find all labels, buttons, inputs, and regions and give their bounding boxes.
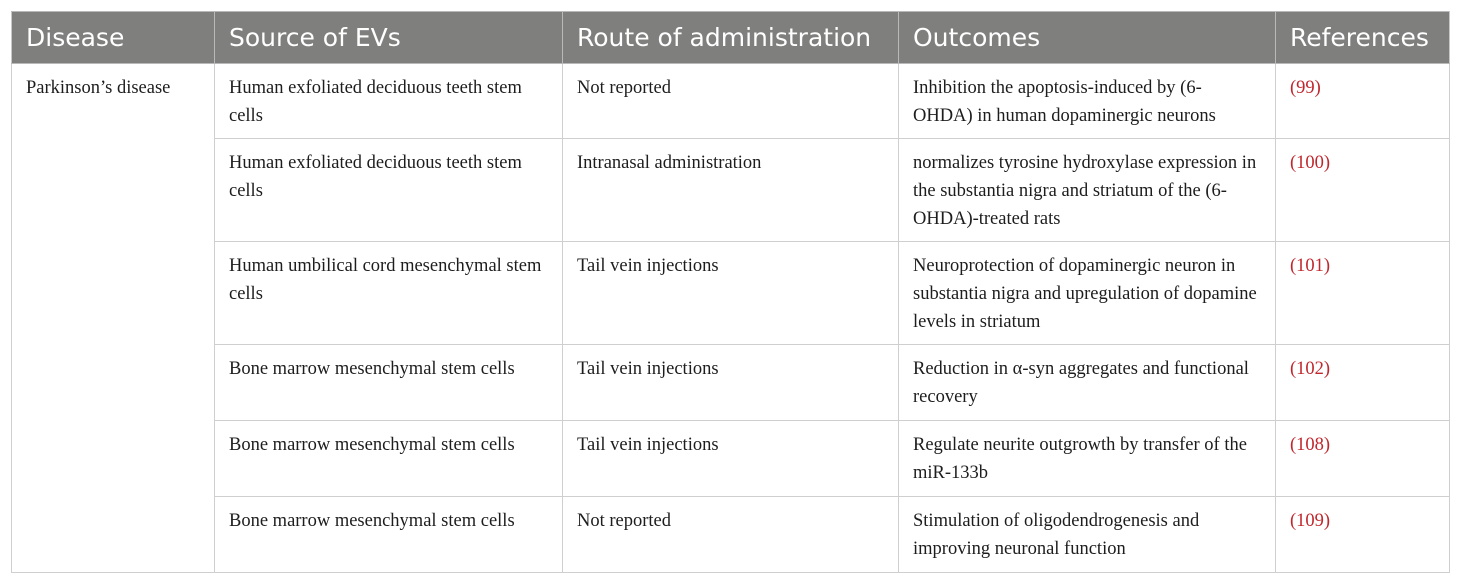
reference-cell bbox=[1276, 345, 1450, 421]
source-cell: Bone marrow mesenchymal stem cells bbox=[215, 497, 563, 573]
reference-link[interactable]: (108) bbox=[1290, 435, 1331, 455]
reference-link[interactable]: (99) bbox=[1290, 78, 1321, 98]
table-row bbox=[12, 345, 1450, 421]
disease-cell: Parkinson’s disease bbox=[12, 64, 215, 573]
source-cell: Human exfoliated deciduous teeth stem cells bbox=[215, 139, 563, 242]
outcome-cell: Inhibition the apoptosis-induced by (6-OHDA) in human dopaminergic neurons bbox=[899, 64, 1276, 139]
outcome-cell: normalizes tyrosine hydroxylase expression in the substantia nigra and striatum of the (6-OHDA)-treated rats bbox=[899, 139, 1276, 242]
reference-link[interactable]: (109) bbox=[1290, 511, 1331, 531]
outcome-cell: Regulate neurite outgrowth by transfer of the miR-133b bbox=[899, 421, 1276, 497]
route-cell: Intranasal administration bbox=[563, 139, 899, 242]
outcome-cell: Reduction in α-syn aggregates and functional recovery bbox=[899, 345, 1276, 421]
header-source-of-evs: Source of EVs bbox=[215, 12, 563, 64]
header-route-of-administration: Route of administration bbox=[563, 12, 899, 64]
table-row bbox=[12, 421, 1450, 497]
table-row bbox=[12, 139, 1450, 242]
outcome-cell: Stimulation of oligodendrogenesis and improving neuronal function bbox=[899, 497, 1276, 573]
route-cell: Not reported bbox=[563, 497, 899, 573]
table-body bbox=[12, 64, 1450, 573]
outcome-cell: Neuroprotection of dopaminergic neuron in substantia nigra and upregulation of dopamine levels in striatum bbox=[899, 242, 1276, 345]
reference-number: 101 bbox=[1296, 256, 1324, 276]
header-outcomes: Outcomes bbox=[899, 12, 1276, 64]
reference-link[interactable]: (100) bbox=[1290, 153, 1331, 173]
source-cell: Human exfoliated deciduous teeth stem cells bbox=[215, 64, 563, 139]
table-header bbox=[12, 12, 1450, 64]
header-row bbox=[12, 12, 1450, 64]
evs-table bbox=[11, 11, 1450, 573]
reference-link[interactable]: (101) bbox=[1290, 256, 1331, 276]
reference-link[interactable]: (102) bbox=[1290, 359, 1331, 379]
reference-number: 108 bbox=[1296, 435, 1324, 455]
reference-cell bbox=[1276, 421, 1450, 497]
route-cell: Tail vein injections bbox=[563, 242, 899, 345]
evs-table-container bbox=[11, 11, 1449, 573]
header-disease: Disease bbox=[12, 12, 215, 64]
reference-cell bbox=[1276, 64, 1450, 139]
route-cell: Tail vein injections bbox=[563, 345, 899, 421]
route-cell: Not reported bbox=[563, 64, 899, 139]
table-row bbox=[12, 242, 1450, 345]
header-references: References bbox=[1276, 12, 1450, 64]
source-cell: Human umbilical cord mesenchymal stem cells bbox=[215, 242, 563, 345]
reference-number: 109 bbox=[1296, 511, 1324, 531]
reference-number: 99 bbox=[1296, 78, 1315, 98]
reference-cell bbox=[1276, 139, 1450, 242]
source-cell: Bone marrow mesenchymal stem cells bbox=[215, 345, 563, 421]
source-cell: Bone marrow mesenchymal stem cells bbox=[215, 421, 563, 497]
reference-number: 100 bbox=[1296, 153, 1324, 173]
reference-cell bbox=[1276, 497, 1450, 573]
reference-cell bbox=[1276, 242, 1450, 345]
table-row bbox=[12, 497, 1450, 573]
route-cell: Tail vein injections bbox=[563, 421, 899, 497]
table-row bbox=[12, 64, 1450, 139]
reference-number: 102 bbox=[1296, 359, 1324, 379]
